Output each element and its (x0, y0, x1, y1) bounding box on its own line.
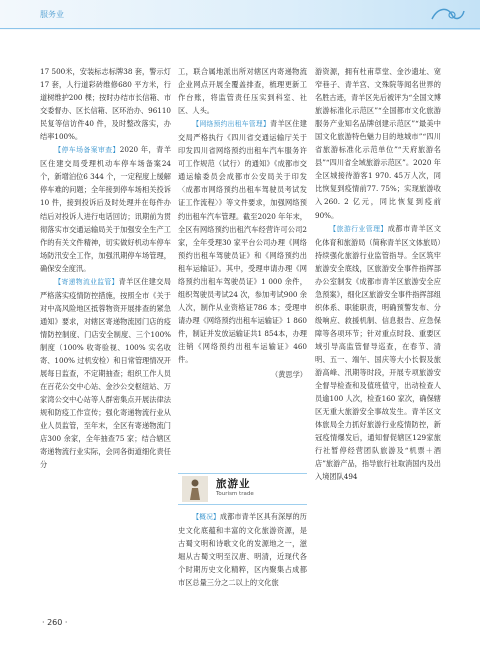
paragraph (178, 117, 307, 366)
section-heading: 【概况】 (192, 513, 220, 521)
paragraph-text: 成都市青羊区文化体育和旅游局（简称青羊区文体旅局）持续强化旅游行业监管指导。全区筑牢旅游安全底线，区旅游安全事件指挥部办公室制发《成都市青羊区旅游安全应急预案》，细化区旅游安全事件指挥部组织体系、职能职责，明确预警发布、分级响应、救援机制、信息报告、应急保障等各项环节；针对重点时段、重要区域引导高监管督导巡查，在春节、清明、五一、端午、国庆等大小长假及旅游高峰、汛期等时段，开展专项旅游安全督导检查和及值班值守，出动检查人员逾100 人次，检查160 家次，确保辖区无重大旅游安全事故发生。青羊区文体旅局全力抓好旅游行业疫情防控，新冠疫情爆发后，通知督促辖区129家旅行社暂停经营团队旅游及“机票＋酒店”旅游产品，指导旅行社取消国内及出入境团队494 (315, 223, 441, 482)
column-1 (40, 65, 171, 471)
paragraph (178, 510, 307, 589)
paragraph: 17 500米，安装标志标牌38 套，警示灯17 套，人行道彩砖维修680 平方米，行道树维护200 棵；按时办结市长信箱、市交委督办、区长信箱、区环治办、96110 民复等信访件40 件，及时整改落实，办结率100%。 (40, 67, 172, 142)
paragraph: 工，联合属地派出所对辖区内寄递物流企业网点开展全覆盖排查，梳理更新工作台账，将监管责任压实到科室、社区、人头。 (178, 67, 307, 116)
author-signature: （黄思学） (271, 370, 307, 380)
paragraph-text: 2020 年，青羊区住建交局受理机动车停车场备案24 个，新增泊位6 344 个，一定程度上缓解停车难的问题；全年接到停车场相关投诉10 件，接到投诉后及时处理并在每件办结后对投诉人进行电话回访；讯期前为贯彻落实市交通运输局关于加强安全生产工作的有关文件精神，切实做好机动车停车场防汛安全工作，加强汛期停车场管理，确保安全度汛。 (40, 145, 172, 273)
section-heading: 【网络预约出租车管理】 (192, 120, 271, 129)
page-header (0, 0, 480, 30)
section-heading: 【寄递物流业监管】 (54, 277, 119, 286)
paragraph-text: 青羊区住建交局严格落实疫情防控措施，按照全市《关于对中高风险地区抵蓉物资开展排查的紧急通知》要求，对辖区寄递物流园门店的疫情防控制度、门店安全制度、三个100% 制度（100% 收寄验视、100% 实名收寄、100% 过机安检）和日常管理情况开展每日监查，不定期抽查；组织工作人员在百花公交中心站、金沙公交枢纽站、万家湾公交中心站等人群密集点开展法律法规和防疫工作宣传；强化寄递物流行业从业人员监管，至年末，全区有寄递物流门店300 余家，全年抽查75 家；结合辖区寄递物流行业实际，会同各街道细化责任分 (40, 276, 171, 470)
section-label: 服务业 (40, 10, 64, 19)
paragraph-text: 青羊区住建交局严格执行《四川省交通运输厅关于印发四川省网络预约出租车汽车服务许可工作规范（试行）的通知》《成都市交通运输委员会成都市公安局关于印发〈成都市网络预约出租车驾驶员考试发证工作流程〉》等文件要求，加强网络预约出租车汽车管理。截至2020 年年末，全区有网络预约出租汽车经营许可公司2 家，全年受理30 家平台公司办理《网络预约出租车驾驶员证》和《网络预约出租车运输证》。其中，受理申请办理《网络预约出租车驾驶员证》1 000 余件，组织驾驶员考试24 次，参加考试900 余人次，制作从业资格证786 本；受理申请办理《网络预约出租车运输证》1 860件，制证并发放运输证共1 854本，办理注销《网络预约出租车运输证》460 件。 (178, 119, 307, 365)
swirl-ornament-icon (430, 5, 466, 25)
tourism-figure-icon (182, 476, 208, 502)
tourism-subtitle: Tourism trade (216, 491, 254, 497)
paragraph: 游资源，拥有杜甫草堂、金沙遗址、宽窄巷子、青羊宫、文殊院等闻名世界的名胜古迹，青羊区先后被评为“全国文博旅游标准化示范区”“全国都市文化旅游服务产业知名品牌创建示范区”“最美中国文化旅游特色魅力目的地城市”“四川省旅游标准化示范单位”“天府旅游名县”“四川省全域旅游示范区”。2020 年全区城接待游客1 970. 45万人次，同比恢复到疫情前77. 75%；实现旅游收入260. 2 亿元，同比恢复到疫前90%。 (315, 67, 441, 220)
paragraph (315, 222, 441, 484)
page-number: · 260 · (42, 618, 68, 627)
paragraph (40, 275, 171, 472)
tourism-section-banner (178, 473, 307, 505)
paragraph (40, 143, 171, 274)
header-rule (0, 28, 480, 29)
column-2 (178, 65, 307, 381)
paragraph-text: 成都市青羊区具有深厚的历史文化底蕴和丰富的文化旅游资源，是古蜀文明和诗歌文化的发源地之一，滋堀从古蜀文明至汉唐、明清，近现代各个时期历史文化精粹，区内聚集占成都市区总量三分之二以上的文化旅 (178, 512, 307, 588)
section-heading: 【旅游行业管理】 (329, 224, 388, 233)
column-3 (315, 65, 441, 484)
column-2-lower (178, 510, 307, 589)
section-heading: 【停车场备案审查】 (54, 146, 120, 155)
tourism-title: 旅游业 (216, 478, 251, 490)
